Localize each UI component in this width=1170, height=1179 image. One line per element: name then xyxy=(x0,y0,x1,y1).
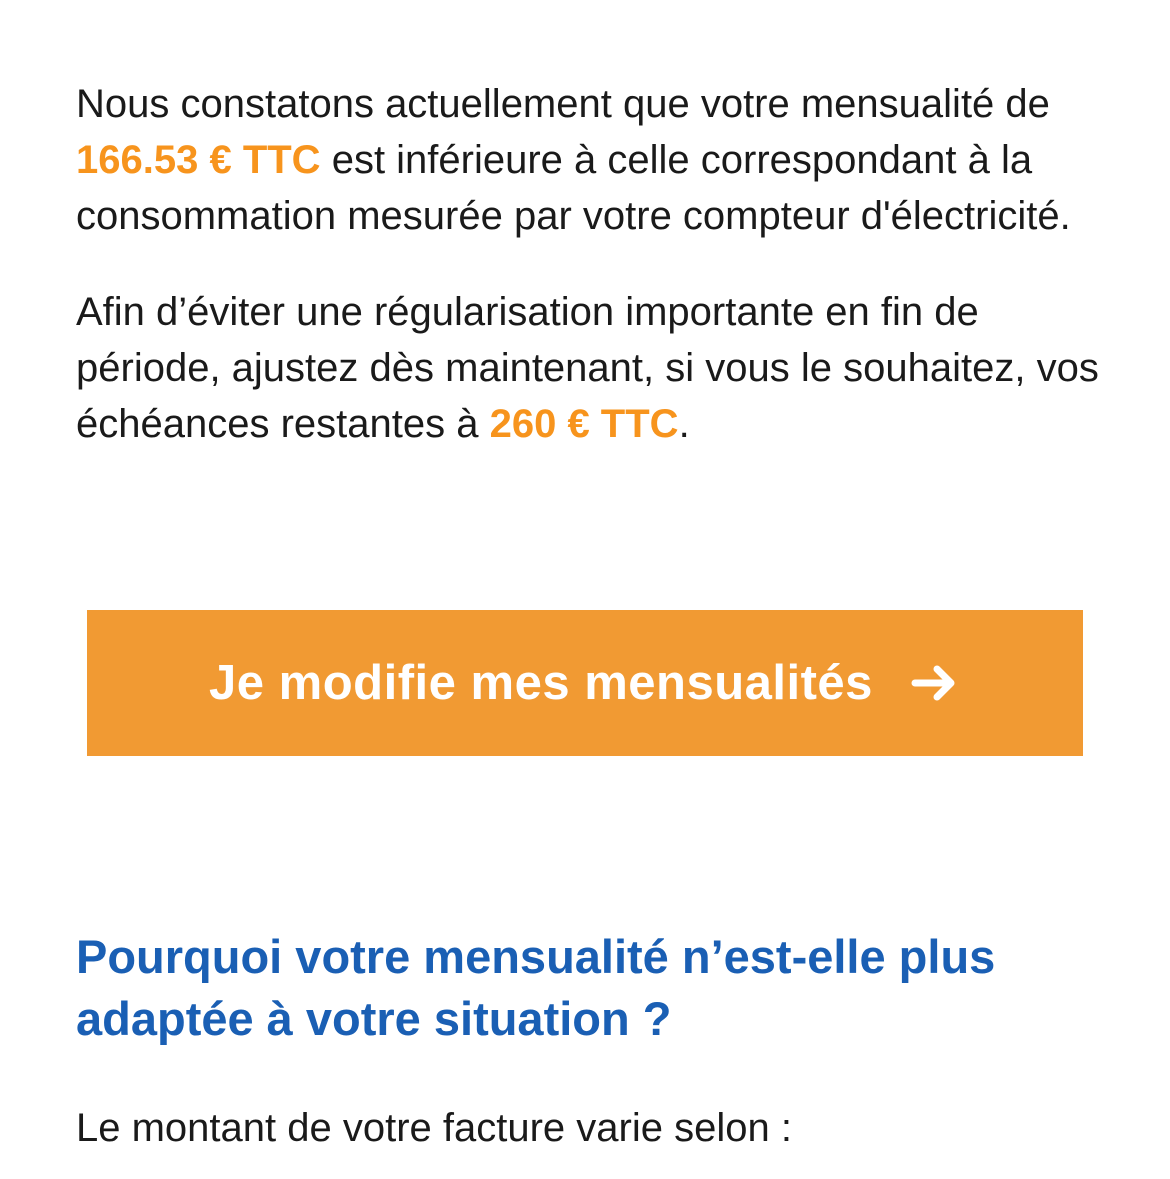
invoice-factors-intro: Le montant de votre facture varie selon : xyxy=(76,1106,792,1150)
adjustment-advice-paragraph xyxy=(76,284,1116,452)
notice-text-end: est inférieure à celle correspondant à la consommation mesurée par votre compteur d'électricité. xyxy=(76,138,1071,238)
email-body xyxy=(76,76,1116,452)
arrow-right-icon xyxy=(911,663,961,703)
current-monthly-amount: 166.53 € TTC xyxy=(76,138,321,182)
notice-text-start: Nous constatons actuellement que votre mensualité de xyxy=(76,82,1050,126)
advice-text-end: . xyxy=(678,402,690,446)
consumption-notice-paragraph xyxy=(76,76,1116,244)
section-heading: Pourquoi votre mensualité n’est-elle plus adaptée à votre situation ? xyxy=(76,930,996,1045)
modify-monthly-payments-label: Je modifie mes mensualités xyxy=(209,656,873,710)
advice-text-start: Afin d’éviter une régularisation importante en fin de période, ajustez dès maintenant, si vous le souhaitez, vos échéances restantes à xyxy=(76,290,1099,446)
recommended-monthly-amount: 260 € TTC xyxy=(489,402,679,446)
modify-monthly-payments-button[interactable] xyxy=(87,610,1083,756)
